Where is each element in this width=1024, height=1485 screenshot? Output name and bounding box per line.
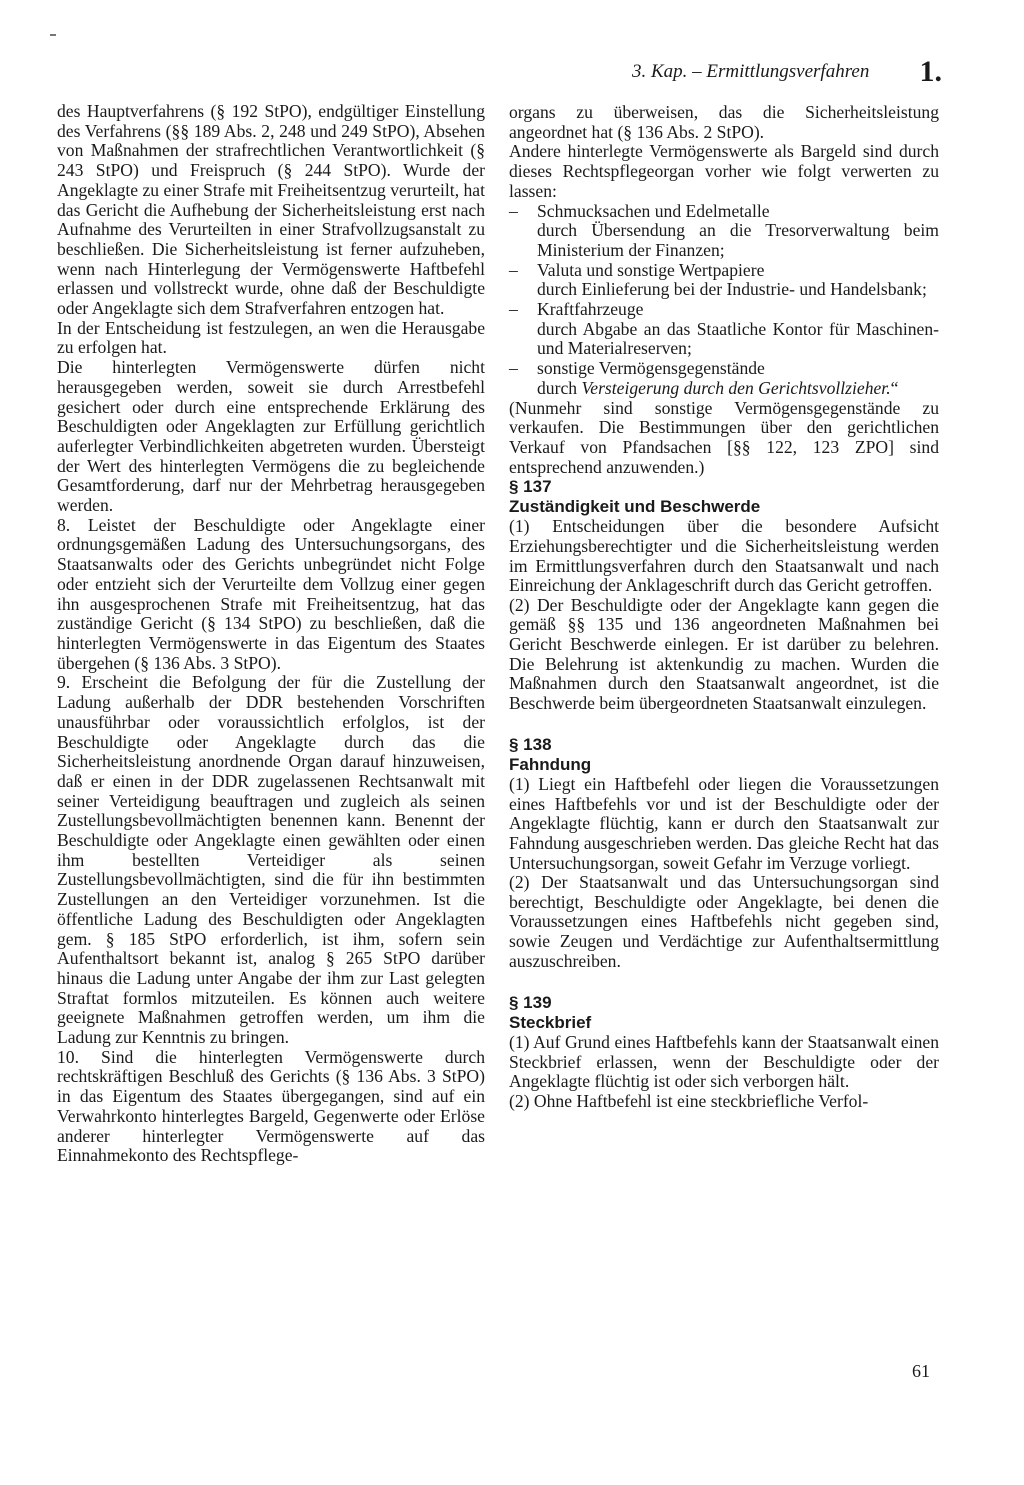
paragraph: 10. Sind die hinterlegten Vermögenswerte durch rechtskräftigen Beschluß des Gerichts (§ 136 Abs. 3 StPO) in das Eigentum des Staates übergegangen, sind auf ein Verwahrkonto hinterlegtes Bargeld, Gegenwerte oder Erlöse anderer hinterlegter Vermögenswerte auf das Einnahmekonto des Rechtspflege- bbox=[57, 1046, 485, 1166]
page-number: 61 bbox=[912, 1361, 930, 1381]
paragraph: (1) Liegt ein Haftbefehl oder liegen die Voraussetzungen eines Haftbefehls vor und ist der Beschuldigte oder der Angeklagte flüchtig, kann er durch den Staatsanwalt zur Fahndung ausgeschrieben werden. Das gleiche Recht hat das Untersuchungsorgan, soweit Gefahr im Verzuge vorliegt. bbox=[509, 774, 939, 873]
left-column bbox=[57, 102, 485, 1166]
list-item-detail: durch Übersendung an die Tresorverwaltung beim Ministerium der Finanzen; bbox=[537, 220, 939, 260]
paragraph: (1) Entscheidungen über die besondere Aufsicht Erziehungsberechtigter und die Sicherheitsleistung werden im Ermittlungsverfahren durch den Staatsanwalt und nach Einreichung der Anklageschrift durch das Gericht getroffen. bbox=[509, 516, 939, 596]
chapter-title: 3. Kap. – Ermittlungsverfahren bbox=[632, 61, 870, 82]
section-number: § 137 bbox=[509, 477, 552, 497]
list-item-detail: durch Abgabe an das Staatliche Kontor für Maschinen- und Materialreserven; bbox=[537, 318, 939, 359]
chapter-number: 1. bbox=[919, 55, 942, 88]
section-title: Zuständigkeit und Beschwerde bbox=[509, 497, 761, 517]
paragraph: des Hauptverfahrens (§ 192 StPO), endgültiger Einstellung des Verfahrens (§§ 189 Abs. 2, 248 und 249 StPO), Absehen von Maßnahmen der strafrechtlichen Verantwortlichkeit (§ 243 StPO) und Freispruch (§ 244 StPO). Wurde der Angeklagte zu einer Strafe mit Freiheitsentzug verurteilt, hat das Gericht die Aufhebung der Sicherheitsleistung erst nach Aufnahme des Verurteilten in einer Strafvollzugsanstalt zu beschließen. Die Sicherheitsleistung ist ferner aufzuheben, wenn nach Hinterlegung der Vermögenswerte Haftbefehl erlassen und vollstreckt wurde, ohne daß der Beschuldigte oder Angeklagte sich dem Strafverfahren entzogen hat. bbox=[57, 101, 485, 319]
paragraph: organs zu überweisen, das die Sicherheitsleistung angeordnet hat (§ 136 Abs. 2 StPO). bbox=[509, 102, 939, 142]
running-header bbox=[632, 55, 942, 91]
list-item-detail: durch Versteigerung durch den Gerichtsvollzieher.“ bbox=[537, 377, 899, 398]
paragraph: Andere hinterlegte Vermögenswerte als Bargeld sind durch dieses Rechtspflegeorgan vorher wie folgt verwerten zu lassen: bbox=[509, 141, 939, 201]
paragraph: (2) Ohne Haftbefehl ist eine steckbriefliche Verfol- bbox=[509, 1091, 869, 1112]
paragraph: 8. Leistet der Beschuldigte oder Angeklagte einer ordnungsgemäßen Ladung des Untersuchungsorgans, des Staatsanwalts oder des Gerichts unbegründet nicht Folge oder entzieht sich der Verurteilte dem Vollzug einer gegen ihn ausgesprochenen Strafe mit Freiheitsentzug, hat das zuständige Gericht (§ 134 StPO) zu beschließen, daß die hinterlegten Vermögenswerte in das Eigentum des Staates übergehen (§ 136 Abs. 3 StPO). bbox=[57, 514, 485, 673]
right-column bbox=[509, 103, 939, 1112]
paragraph: (2) Der Staatsanwalt und das Untersuchungsorgan sind berechtigt, Beschuldigte oder Angeklagte, bei denen die Voraussetzungen eines Haftbefehls nicht gegeben sind, sowie Zeugen und Verdächtige zur Aufenthaltsermittlung auszuschreiben. bbox=[509, 872, 939, 971]
list-item: – Kraftfahrzeuge bbox=[509, 299, 644, 320]
list-item: – sonstige Vermögensgegenstände bbox=[509, 358, 765, 379]
paragraph: 9. Erscheint die Befolgung der für die Zustellung der Ladung außerhalb der DDR bestehenden Vorschriften unausführbar oder voraussichtlich erfolglos, ist der Beschuldigte oder Angeklagte durch das die Sicherheitsleistung anordnende Organ darauf hinzuweisen, daß er einen in der DDR zugelassenen Rechtsanwalt mit seiner Verteidigung beauftragen und zugleich als seinen Zustellungsbevollmächtigten benennen kann. Benennt der Beschuldigte oder Angeklagte einen gewählten oder einen ihm bestellten Verteidiger als seinen Zustellungsbevollmächtigten, sind die für ihn bestimmten Zustellungen an den Verteidiger vorzunehmen. Ist die öffentliche Ladung des Beschuldigten oder Angeklagten gem. § 185 StPO erforderlich, ist ihm, sofern sein Aufenthaltsort bekannt ist, analog § 265 StPO darüber hinaus die Ladung unter Angabe der ihm zur Last gelegten Straftat formlos mitzuteilen. Es können auch weitere geeignete Maßnahmen getroffen werden, um ihm die Ladung zur Kenntnis zu bringen. bbox=[57, 672, 485, 1048]
list-item-detail: durch Einlieferung bei der Industrie- und Handelsbank; bbox=[537, 279, 927, 300]
section-number: § 138 bbox=[509, 735, 552, 755]
paragraph: In der Entscheidung ist festzulegen, an wen die Herausgabe zu erfolgen hat. bbox=[57, 317, 485, 358]
list-item: – Schmucksachen und Edelmetalle bbox=[509, 200, 770, 221]
note-paragraph: (Nunmehr sind sonstige Vermögensgegenstände zu verkaufen. Die Bestimmungen über den gerichtlichen Verkauf von Pfandsachen [§§ 122, 123 ZPO] sind entsprechend anzuwenden.) bbox=[509, 397, 939, 477]
section-title: Steckbrief bbox=[509, 1013, 592, 1033]
paragraph: (1) Auf Grund eines Haftbefehls kann der Staatsanwalt einen Steckbrief erlassen, wenn der Beschuldigte oder der Angeklagte flüchtig ist oder sich verborgen hält. bbox=[509, 1032, 939, 1092]
section-title: Fahndung bbox=[509, 755, 592, 775]
paragraph: Die hinterlegten Vermögenswerte dürfen nicht herausgegeben werden, soweit sie durch Arrestbefehl gesichert oder durch eine entsprechende Erklärung des Beschuldigten oder Angeklagten zur Erfüllung gerichtlich auferlegter Verbindlichkeiten abgetreten wurden. Übersteigt der Wert des hinterlegten Vermögens die zu begleichende Gesamtforderung, darf nur der Mehrbetrag herausgegeben werden. bbox=[57, 357, 485, 516]
section-number: § 139 bbox=[509, 993, 552, 1013]
paragraph: (2) Der Beschuldigte oder der Angeklagte kann gegen die gemäß §§ 135 und 136 angeordneten Maßnahmen bei Gericht Beschwerde einlegen. Er ist darüber zu belehren. Die Belehrung ist aktenkundig zu machen. Wurden die Maßnahmen durch den Staatsanwalt angeordnet, ist die Beschwerde beim übergeordneten Staatsanwalt einzulegen. bbox=[509, 594, 939, 713]
list-item: – Valuta und sonstige Wertpapiere bbox=[509, 259, 765, 280]
scan-speck bbox=[50, 34, 56, 36]
